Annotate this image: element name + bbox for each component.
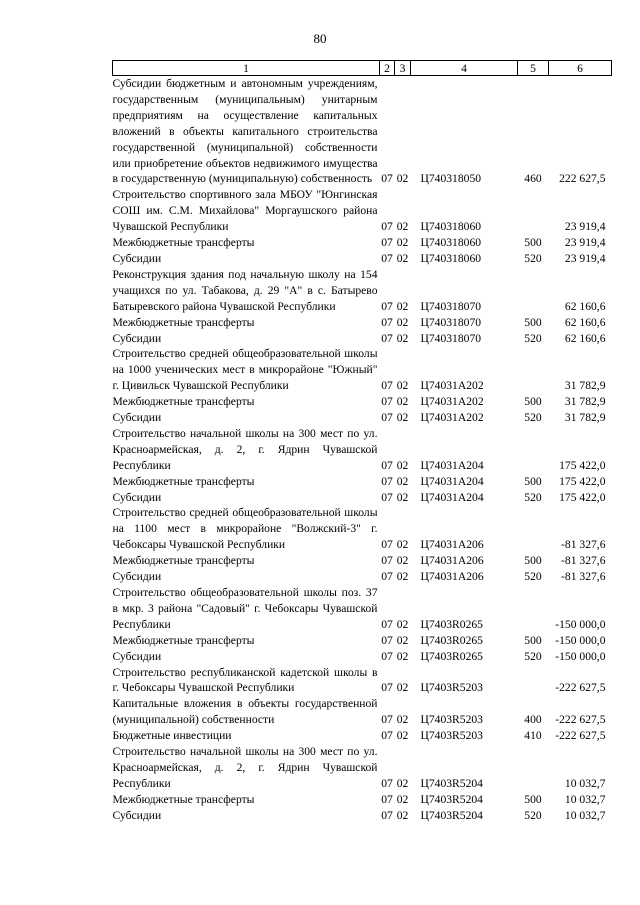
item-name: Строительство республиканской кадетской школы в г. Чебоксары Чувашской Республики	[112, 665, 378, 695]
amount: -81 327,6	[561, 538, 606, 552]
expense-type-code	[518, 744, 549, 792]
subsection-code: 02	[396, 236, 409, 250]
expense-type-code	[518, 346, 549, 394]
amount: -81 327,6	[561, 554, 606, 568]
amount: 10 032,7	[564, 792, 606, 806]
target-article-code: Ц740318060	[420, 251, 482, 265]
amount: -222 627,5	[555, 729, 606, 743]
section-code: 07	[381, 236, 393, 250]
item-name: Строительство начальной школы на 300 мест по ул. Красноармейская, д. 2, г. Ядрин Чувашской Республики	[112, 745, 378, 790]
expense-type-code	[518, 505, 549, 553]
table-row	[113, 585, 612, 633]
section-code: 07	[381, 251, 393, 265]
subsection-code: 02	[396, 331, 409, 345]
expense-type-code: 500	[524, 554, 542, 568]
expense-type-code: 520	[524, 411, 542, 425]
section-code: 07	[381, 633, 393, 647]
subsection-code: 02	[396, 570, 409, 584]
amount: -150 000,0	[555, 617, 606, 631]
amount: 23 919,4	[564, 220, 606, 234]
amount: 222 627,5	[559, 172, 606, 186]
item-name: Реконструкция здания под начальную школу на 154 учащихся по ул. Табакова, д. 29 "А" в с. Батырево Батыревского района Чувашской Республики	[112, 267, 378, 313]
section-code: 07	[381, 792, 393, 806]
amount: 31 782,9	[564, 411, 606, 425]
expense-type-code: 520	[524, 490, 542, 504]
amount: -222 627,5	[555, 681, 606, 695]
column-header: 3	[395, 61, 411, 76]
subsection-code: 02	[396, 776, 409, 790]
subsection-code: 02	[396, 713, 409, 727]
expense-type-code: 460	[524, 172, 542, 186]
target-article-code: Ц74031А206	[420, 570, 484, 584]
subsection-code: 02	[396, 474, 409, 488]
item-name: Бюджетные инвестиции	[112, 729, 232, 743]
table-row	[113, 474, 612, 490]
target-article-code: Ц74031А202	[420, 411, 484, 425]
table-row	[113, 553, 612, 569]
table-row	[113, 808, 612, 824]
section-code: 07	[381, 490, 393, 504]
subsection-code: 02	[396, 633, 409, 647]
subsection-code: 02	[396, 251, 409, 265]
subsection-code: 02	[396, 681, 409, 695]
section-code: 07	[381, 554, 393, 568]
table-row	[113, 696, 612, 728]
table-row	[113, 235, 612, 251]
target-article-code: Ц7403R5203	[420, 729, 483, 743]
expense-type-code: 500	[524, 474, 542, 488]
subsection-code: 02	[396, 172, 409, 186]
section-code: 07	[381, 649, 393, 663]
target-article-code: Ц740318060	[420, 236, 482, 250]
subsection-code: 02	[396, 379, 409, 393]
target-article-code: Ц74031А206	[420, 538, 484, 552]
item-name: Межбюджетные трансферты	[112, 554, 255, 568]
section-code: 07	[381, 172, 393, 186]
amount: 31 782,9	[564, 395, 606, 409]
expense-type-code: 520	[524, 570, 542, 584]
section-code: 07	[381, 315, 393, 329]
amount: 62 160,6	[564, 299, 606, 313]
expense-type-code	[518, 665, 549, 697]
expense-type-code	[518, 426, 549, 474]
expense-type-code	[518, 585, 549, 633]
item-name: Капитальные вложения в объекты государственной (муниципальной) собственности	[112, 697, 378, 727]
subsection-code: 02	[396, 649, 409, 663]
amount: 62 160,6	[564, 331, 606, 345]
amount: 175 422,0	[559, 458, 606, 472]
section-code: 07	[381, 411, 393, 425]
target-article-code: Ц74031А202	[420, 395, 484, 409]
amount: 23 919,4	[564, 251, 606, 265]
subsection-code: 02	[396, 395, 409, 409]
item-name: Строительство начальной школы на 300 мест по ул. Красноармейская, д. 2, г. Ядрин Чувашской Республики	[112, 426, 378, 472]
expense-type-code: 500	[524, 792, 542, 806]
item-name: Строительство средней общеобразовательной школы на 1100 мест в микрорайоне "Волжский-3" г. Чебоксары Чувашской Республики	[112, 506, 378, 552]
item-name: Субсидии бюджетным и автономным учреждениям, государственным (муниципальным) унитарным предприятиям на осуществление капитальных вложений в объекты капитального строительства государственной (муниципальной) собственности или приобретение объектов недвижимого имущества в государственную (муниципальную) собственность	[112, 77, 378, 186]
expense-type-code: 520	[524, 251, 542, 265]
item-name: Межбюджетные трансферты	[112, 792, 255, 806]
expense-type-code: 520	[524, 649, 542, 663]
table-row	[113, 315, 612, 331]
subsection-code: 02	[396, 299, 409, 313]
amount: -150 000,0	[555, 649, 606, 663]
item-name: Строительство спортивного зала МБОУ "Юнгинская СОШ им. С.М. Михайлова" Моргаушского района Чувашской Республики	[112, 188, 378, 234]
section-code: 07	[381, 220, 393, 234]
subsection-code: 02	[396, 729, 409, 743]
subsection-code: 02	[396, 220, 409, 234]
section-code: 07	[381, 474, 393, 488]
section-code: 07	[381, 729, 393, 743]
amount: -81 327,6	[561, 570, 606, 584]
table-row	[113, 569, 612, 585]
table-row	[113, 410, 612, 426]
target-article-code: Ц74031А204	[420, 474, 484, 488]
target-article-code: Ц7403R5204	[420, 792, 483, 806]
section-code: 07	[381, 713, 393, 727]
target-article-code: Ц7403R5203	[420, 713, 483, 727]
table-row	[113, 728, 612, 744]
expense-type-code	[518, 267, 549, 315]
section-code: 07	[381, 538, 393, 552]
item-name: Субсидии	[112, 251, 162, 265]
target-article-code: Ц7403R0265	[420, 649, 483, 663]
expense-type-code: 520	[524, 808, 542, 822]
target-article-code: Ц74031А204	[420, 458, 484, 472]
table-row	[113, 744, 612, 792]
table-row	[113, 490, 612, 506]
table-row	[113, 633, 612, 649]
expense-type-code: 500	[524, 395, 542, 409]
subsection-code: 02	[396, 617, 409, 631]
amount: 10 032,7	[564, 808, 606, 822]
amount: 175 422,0	[559, 474, 606, 488]
item-name: Межбюджетные трансферты	[112, 315, 255, 329]
budget-table	[112, 60, 612, 824]
table-header-row	[113, 61, 612, 76]
amount: 175 422,0	[559, 490, 606, 504]
amount: 31 782,9	[564, 379, 606, 393]
item-name: Межбюджетные трансферты	[112, 236, 255, 250]
table-row	[113, 331, 612, 347]
table-row	[113, 792, 612, 808]
table-row	[113, 251, 612, 267]
section-code: 07	[381, 776, 393, 790]
amount: 23 919,4	[564, 236, 606, 250]
subsection-code: 02	[396, 490, 409, 504]
target-article-code: Ц740318070	[420, 331, 482, 345]
item-name: Субсидии	[112, 490, 162, 504]
item-name: Субсидии	[112, 570, 162, 584]
section-code: 07	[381, 331, 393, 345]
target-article-code: Ц74031А204	[420, 490, 484, 504]
column-header: 4	[411, 61, 518, 76]
item-name: Субсидии	[112, 808, 162, 822]
column-header: 2	[380, 61, 395, 76]
target-article-code: Ц740318060	[420, 220, 482, 234]
expense-type-code: 500	[524, 633, 542, 647]
table-row	[113, 505, 612, 553]
item-name: Строительство средней общеобразовательной школы на 1000 ученических мест в микрорайоне "Южный" г. Цивильск Чувашской Республики	[112, 347, 378, 393]
section-code: 07	[381, 379, 393, 393]
column-header: 6	[549, 61, 612, 76]
item-name: Субсидии	[112, 411, 162, 425]
item-name: Субсидии	[112, 331, 162, 345]
target-article-code: Ц7403R0265	[420, 633, 483, 647]
target-article-code: Ц7403R5203	[420, 681, 483, 695]
section-code: 07	[381, 458, 393, 472]
expense-type-code: 500	[524, 315, 542, 329]
section-code: 07	[381, 681, 393, 695]
amount: 62 160,6	[564, 315, 606, 329]
subsection-code: 02	[396, 792, 409, 806]
section-code: 07	[381, 299, 393, 313]
subsection-code: 02	[396, 411, 409, 425]
expense-type-code	[518, 187, 549, 235]
target-article-code: Ц7403R5204	[420, 776, 483, 790]
item-name: Строительство общеобразовательной школы поз. 37 в мкр. 3 района "Садовый" г. Чебоксары Чувашской Республики	[112, 586, 378, 631]
table-row	[113, 649, 612, 665]
target-article-code: Ц740318070	[420, 315, 482, 329]
table-row	[113, 187, 612, 235]
expense-type-code: 410	[524, 729, 542, 743]
amount: -222 627,5	[555, 713, 606, 727]
subsection-code: 02	[396, 538, 409, 552]
item-name: Межбюджетные трансферты	[112, 474, 255, 488]
table-row	[113, 394, 612, 410]
section-code: 07	[381, 570, 393, 584]
subsection-code: 02	[396, 315, 409, 329]
section-code: 07	[381, 395, 393, 409]
amount: 10 032,7	[564, 776, 606, 790]
expense-type-code: 500	[524, 236, 542, 250]
subsection-code: 02	[396, 458, 409, 472]
subsection-code: 02	[396, 554, 409, 568]
section-code: 07	[381, 808, 393, 822]
table-row	[113, 426, 612, 474]
subsection-code: 02	[396, 808, 409, 822]
amount: -150 000,0	[555, 633, 606, 647]
item-name: Межбюджетные трансферты	[112, 633, 255, 647]
target-article-code: Ц740318070	[420, 299, 482, 313]
target-article-code: Ц74031А206	[420, 554, 484, 568]
table-row	[113, 665, 612, 697]
target-article-code: Ц7403R5204	[420, 808, 483, 822]
table-row	[113, 346, 612, 394]
item-name: Субсидии	[112, 649, 162, 663]
page-number: 80	[313, 31, 327, 46]
target-article-code: Ц74031А202	[420, 379, 484, 393]
expense-type-code: 520	[524, 331, 542, 345]
expense-type-code: 400	[524, 713, 542, 727]
column-header: 1	[113, 61, 380, 76]
column-header: 5	[518, 61, 549, 76]
item-name: Межбюджетные трансферты	[112, 395, 255, 409]
table-row	[113, 76, 612, 188]
section-code: 07	[381, 617, 393, 631]
target-article-code: Ц7403R0265	[420, 617, 483, 631]
target-article-code: Ц740318050	[420, 172, 482, 186]
table-row	[113, 267, 612, 315]
